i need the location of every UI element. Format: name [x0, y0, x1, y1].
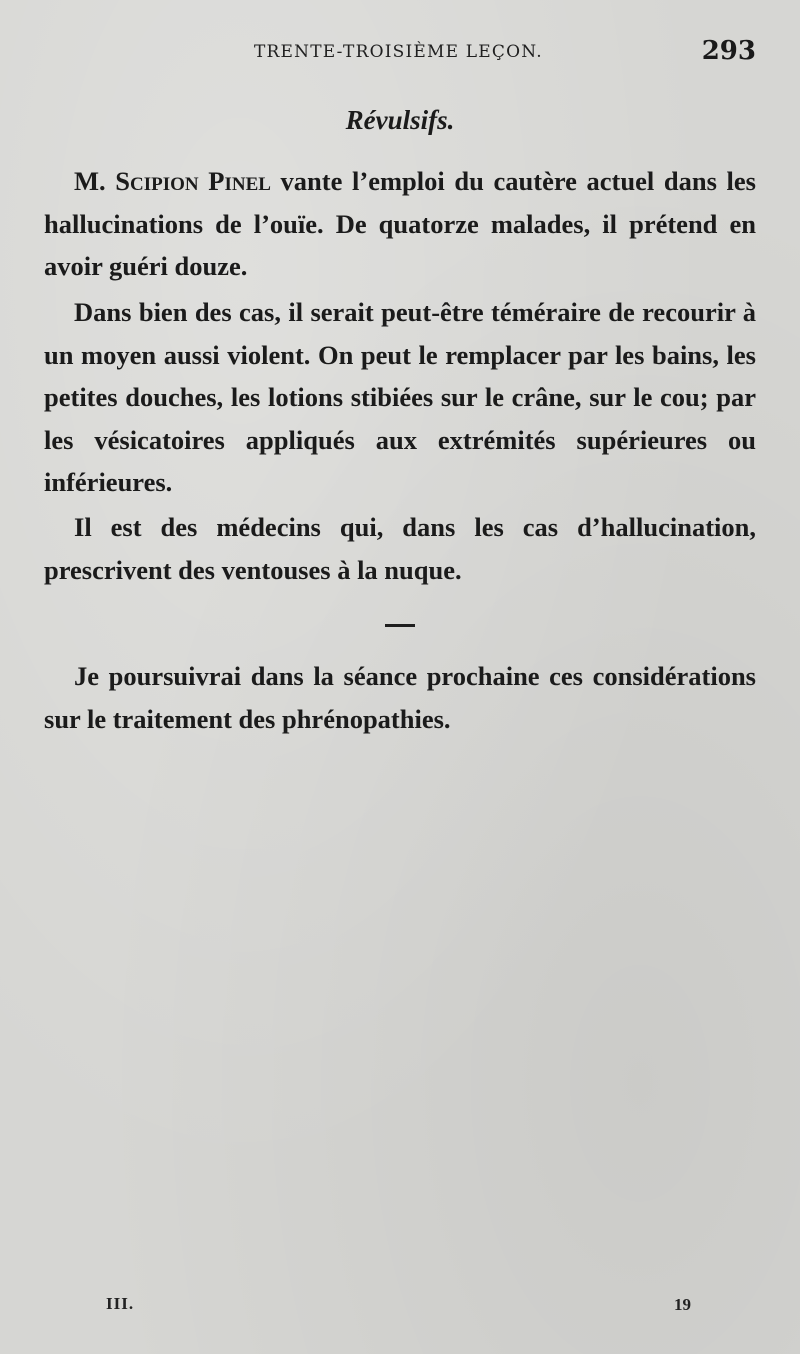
paragraph-2: Dans bien des cas, il serait peut-être téméraire de recourir à un moyen aussi violent. On peut le remplacer par les bains, les petites douches, les lotions stibiées sur le crâne, sur le cou; par les vésicatoires appliqués aux extrémités supérieures ou inférieures. [44, 297, 756, 497]
paragraph-1-lead: M. [74, 166, 116, 196]
section-title: Révulsifs. [345, 105, 455, 135]
running-title: TRENTE-TROISIÈME LEÇON. [254, 42, 543, 62]
running-head [0, 36, 800, 76]
gathering-number: 19 [674, 1295, 691, 1314]
page-number: 293 [701, 36, 756, 66]
paragraph-1-text: vante l’emploi du cautère actuel dans les hallucinations de l’ouïe. De quatorze malades, il prétend en avoir guéri douze. [44, 166, 756, 281]
signature-mark: III. [106, 1294, 135, 1313]
paragraph-1 [44, 160, 756, 288]
author-name: Scipion Pinel [115, 166, 271, 196]
paragraph-4: Je poursuivrai dans la séance prochaine ces considérations sur le traitement des phrénopathies. [44, 661, 756, 734]
section-divider [385, 624, 415, 627]
paragraph-3: Il est des médecins qui, dans les cas d’hallucination, prescrivent des ventouses à la nuque. [44, 512, 756, 585]
